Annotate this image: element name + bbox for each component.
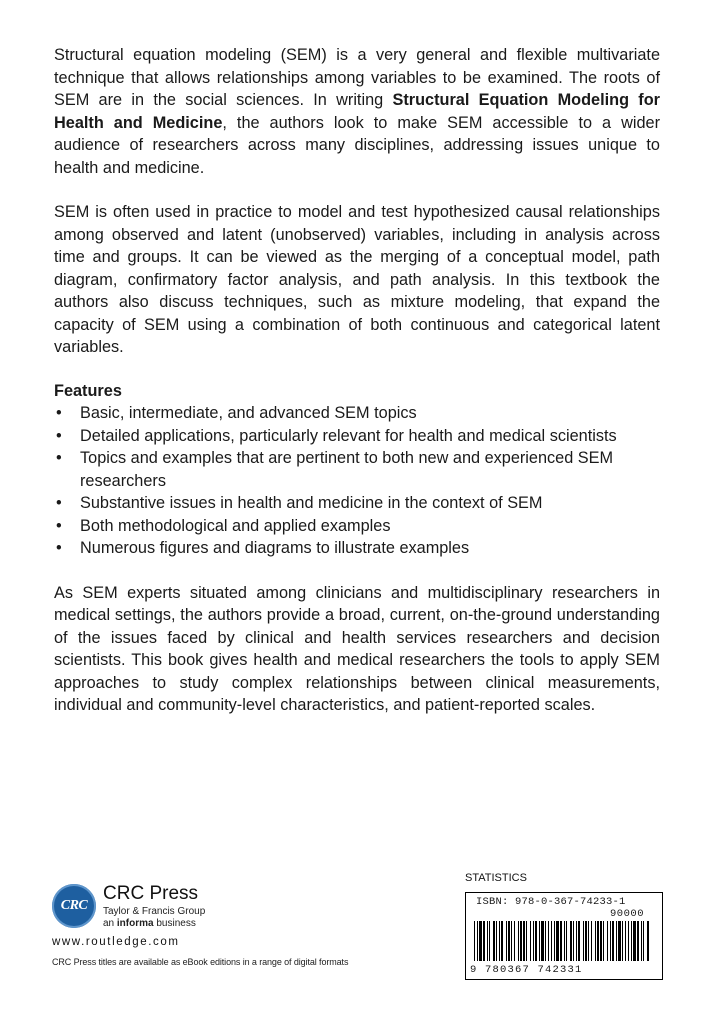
publisher-logo (52, 884, 352, 930)
barcode-bar (564, 921, 565, 961)
barcode-bar (578, 921, 580, 961)
subject-category: STATISTICS (465, 872, 527, 884)
barcode-bar (607, 921, 608, 961)
list-item: • Numerous figures and diagrams to illustrate examples (54, 537, 660, 560)
ean-digits: 9 780367 742331 (470, 964, 583, 976)
publisher-website: www.routledge.com (52, 936, 180, 948)
list-item: • Detailed applications, particularly relevant for health and medical scientists (54, 425, 660, 448)
barcode-bar (474, 921, 475, 961)
barcode-bar (628, 921, 629, 961)
barcode-bar (479, 921, 482, 961)
barcode-bar (511, 921, 512, 961)
barcode-bar (518, 921, 519, 961)
barcode-bar (631, 921, 632, 961)
barcode-bar (489, 921, 490, 961)
barcode-bar (556, 921, 559, 961)
barcode-bar (597, 921, 599, 961)
barcode-bar (641, 921, 642, 961)
barcode-bar (560, 921, 562, 961)
barcode-bar (508, 921, 510, 961)
bullet-icon: • (56, 516, 62, 535)
barcode-bar (576, 921, 577, 961)
barcode-bar (483, 921, 485, 961)
intro-paragraph: Structural equation modeling (SEM) is a very general and flexible multivariate technique that allows relationships among variables to be examined. The roots of SEM are in the social sciences. In writing Structural Equation Modeling for Health and Medicine, the authors look to make SEM accessible to a wider audience of researchers across many disciplines, addressing issues unique to health and medicine. (54, 46, 661, 177)
isbn-text: ISBN: 978-0-367-74233-1 (476, 896, 626, 908)
bullet-icon: • (56, 494, 62, 512)
bullet-icon: • (56, 426, 62, 445)
publisher-block (52, 884, 352, 967)
features-section (54, 380, 660, 560)
barcode-bar (496, 921, 497, 961)
bullet-icon: • (56, 449, 62, 467)
barcode-block (465, 872, 665, 980)
barcode-bar (487, 921, 488, 961)
barcode-bar (585, 921, 587, 961)
barcode-bar (610, 921, 611, 961)
barcode-bar (539, 921, 540, 961)
list-item: • Both methodological and applied examples (54, 515, 660, 538)
book-title: Structural Equation Modeling for Health and Medicine (54, 91, 660, 132)
barcode-bars (474, 921, 654, 961)
description-paragraph: SEM is often used in practice to model and test hypothesized causal relationships among observed and latent (unobserved) variables, including in analysis across time and groups. It can be viewed as the merging of a conceptual model, path diagram, confirmatory factor analysis, and path analysis. In this textbook the authors also discuss techniques, such as mixture modeling, that expand the capacity of SEM using a combination of both continuous and categorical latent variables. (54, 203, 660, 356)
ebook-note: CRC Press titles are available as eBook editions in a range of digital formats (52, 957, 349, 967)
barcode-bar (526, 921, 527, 961)
barcode-bar (499, 921, 500, 961)
barcode-bar (591, 921, 592, 961)
publisher-group: Taylor & Francis Group (103, 906, 206, 917)
barcode-bar (618, 921, 621, 961)
barcode-bar (548, 921, 549, 961)
features-heading: Features (54, 381, 122, 400)
barcode-bar (551, 921, 552, 961)
barcode-bar (477, 921, 478, 961)
barcode-bar (583, 921, 584, 961)
isbn-barcode (465, 892, 663, 980)
barcode-bar (533, 921, 534, 961)
bullet-icon: • (56, 404, 62, 422)
barcode-bar (622, 921, 623, 961)
barcode-bar (520, 921, 522, 961)
barcode-bar (633, 921, 636, 961)
features-list (54, 402, 660, 560)
price-addon: 90000 (609, 908, 644, 920)
barcode-bar (647, 921, 649, 961)
barcode-bar (523, 921, 525, 961)
list-item: • Substantive issues in health and medicine in the context of SEM (54, 492, 660, 515)
barcode-bar (570, 921, 572, 961)
barcode-bar (573, 921, 574, 961)
barcode-bar (595, 921, 596, 961)
barcode-bar (566, 921, 567, 961)
barcode-bar (612, 921, 614, 961)
barcode-bar (554, 921, 555, 961)
list-item: • Topics and examples that are pertinent to both new and experienced SEM researchers (56, 449, 614, 490)
publisher-name: CRC Press (103, 883, 199, 904)
barcode-bar (501, 921, 503, 961)
barcode-bar (603, 921, 604, 961)
barcode-bar (600, 921, 602, 961)
informa-line: an informa business (103, 918, 196, 929)
barcode-bar (637, 921, 639, 961)
barcode-bar (625, 921, 626, 961)
barcode-bar (643, 921, 644, 961)
barcode-bar (493, 921, 495, 961)
barcode-bar (541, 921, 544, 961)
back-cover-text (54, 44, 660, 717)
crc-logo-icon: CRC (52, 884, 96, 928)
barcode-bar (514, 921, 515, 961)
barcode-bar (545, 921, 546, 961)
bullet-icon: • (56, 539, 62, 557)
barcode-bar (530, 921, 531, 961)
authors-paragraph: As SEM experts situated among clinicians and multidisciplinary researchers in medical settings, the authors provide a broad, current, on-the-ground understanding of the issues faced by clinical and health services researchers and decision scientists. This book gives health and medical researchers the tools to apply SEM approaches to study complex relationships between clinical measurements, individual and community-level characteristics, and patient-reported scales. (54, 583, 660, 714)
barcode-bar (506, 921, 507, 961)
barcode-bar (616, 921, 617, 961)
list-item: • Basic, intermediate, and advanced SEM topics (54, 402, 660, 425)
barcode-bar (535, 921, 537, 961)
barcode-bar (588, 921, 589, 961)
